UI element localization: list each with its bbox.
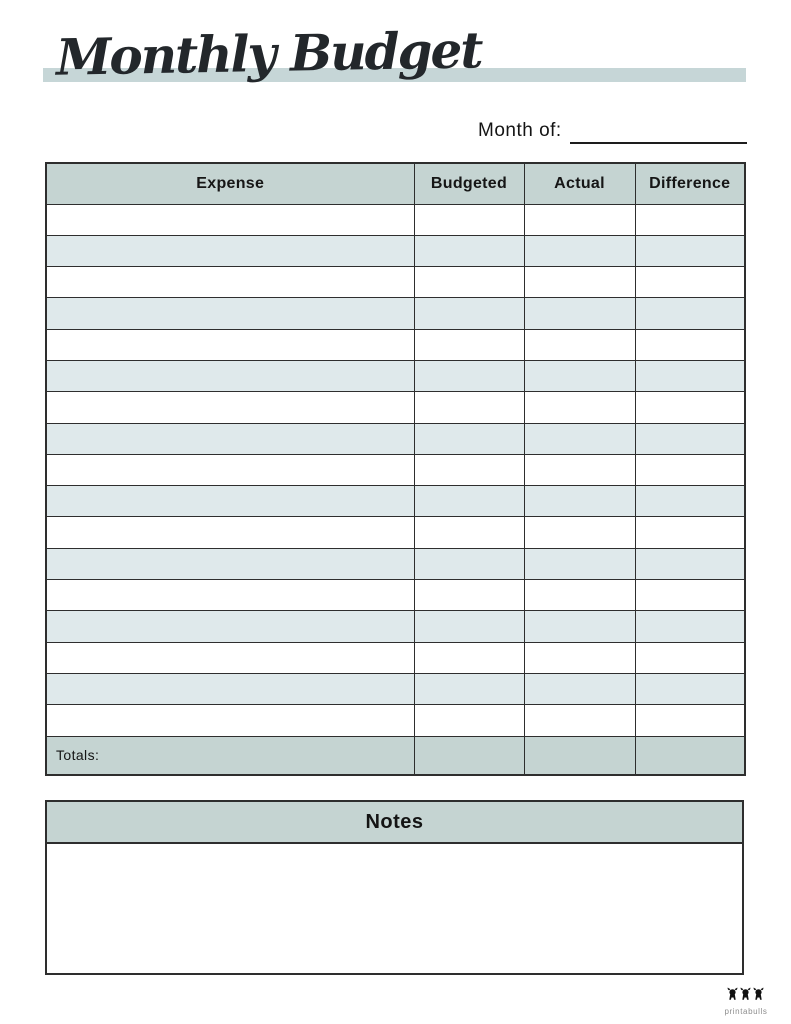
page-title: Monthly Budget <box>55 20 482 87</box>
cell-expense <box>46 580 414 611</box>
cell-budgeted <box>414 204 524 235</box>
table-row <box>46 298 745 329</box>
cell-difference <box>635 673 745 704</box>
table-row <box>46 392 745 423</box>
cell-difference <box>635 548 745 579</box>
cell-difference <box>635 705 745 736</box>
cell-actual <box>524 329 635 360</box>
cell-budgeted <box>414 298 524 329</box>
cell-actual <box>524 423 635 454</box>
cell-budgeted <box>414 580 524 611</box>
cell-actual <box>524 673 635 704</box>
table-row <box>46 267 745 298</box>
table-row <box>46 454 745 485</box>
column-header-expense: Expense <box>46 163 414 204</box>
cell-difference <box>635 454 745 485</box>
cell-actual <box>524 298 635 329</box>
cell-expense <box>46 454 414 485</box>
cell-budgeted <box>414 642 524 673</box>
cell-actual <box>524 548 635 579</box>
totals-difference-cell <box>635 736 745 775</box>
cell-expense <box>46 204 414 235</box>
cell-expense <box>46 423 414 454</box>
cell-actual <box>524 235 635 266</box>
table-row <box>46 235 745 266</box>
cell-difference <box>635 517 745 548</box>
cell-actual <box>524 486 635 517</box>
table-row <box>46 329 745 360</box>
totals-budgeted-cell <box>414 736 524 775</box>
budget-table <box>45 162 746 776</box>
table-row <box>46 705 745 736</box>
cell-difference <box>635 423 745 454</box>
table-row <box>46 642 745 673</box>
cell-budgeted <box>414 611 524 642</box>
notes-blank-area <box>47 844 742 973</box>
cell-difference <box>635 235 745 266</box>
cell-difference <box>635 204 745 235</box>
totals-row <box>46 736 745 775</box>
column-header-budgeted: Budgeted <box>414 163 524 204</box>
cell-budgeted <box>414 392 524 423</box>
month-of-label: Month of: <box>478 120 562 141</box>
table-header-row <box>46 163 745 204</box>
totals-label-cell: Totals: <box>46 736 414 775</box>
table-row <box>46 517 745 548</box>
cell-actual <box>524 642 635 673</box>
cell-budgeted <box>414 329 524 360</box>
cell-expense <box>46 611 414 642</box>
cell-difference <box>635 267 745 298</box>
cell-budgeted <box>414 267 524 298</box>
cell-budgeted <box>414 235 524 266</box>
cell-budgeted <box>414 423 524 454</box>
month-of-field <box>478 118 747 144</box>
cell-expense <box>46 705 414 736</box>
table-row <box>46 673 745 704</box>
notes-section <box>45 800 744 975</box>
cell-budgeted <box>414 360 524 391</box>
column-header-difference: Difference <box>635 163 745 204</box>
table-row <box>46 360 745 391</box>
cell-budgeted <box>414 486 524 517</box>
cell-actual <box>524 705 635 736</box>
column-header-actual: Actual <box>524 163 635 204</box>
cell-expense <box>46 392 414 423</box>
cell-actual <box>524 454 635 485</box>
cell-difference <box>635 298 745 329</box>
table-row <box>46 204 745 235</box>
cell-expense <box>46 486 414 517</box>
table-row <box>46 580 745 611</box>
table-row <box>46 423 745 454</box>
cell-actual <box>524 580 635 611</box>
cell-expense <box>46 548 414 579</box>
cell-actual <box>524 611 635 642</box>
cell-difference <box>635 360 745 391</box>
cell-expense <box>46 298 414 329</box>
cell-difference <box>635 642 745 673</box>
bulls-icon <box>726 987 766 1001</box>
notes-header: Notes <box>47 802 742 844</box>
cell-expense <box>46 329 414 360</box>
printabulls-logo <box>706 987 786 1018</box>
cell-budgeted <box>414 705 524 736</box>
cell-budgeted <box>414 517 524 548</box>
cell-actual <box>524 204 635 235</box>
table-row <box>46 548 745 579</box>
cell-actual <box>524 360 635 391</box>
cell-expense <box>46 360 414 391</box>
cell-expense <box>46 235 414 266</box>
cell-expense <box>46 642 414 673</box>
cell-expense <box>46 267 414 298</box>
cell-expense <box>46 673 414 704</box>
cell-expense <box>46 517 414 548</box>
budget-table-body <box>46 204 745 736</box>
month-of-blank-line <box>570 118 747 144</box>
totals-actual-cell <box>524 736 635 775</box>
table-row <box>46 611 745 642</box>
cell-actual <box>524 392 635 423</box>
cell-actual <box>524 517 635 548</box>
cell-budgeted <box>414 673 524 704</box>
cell-difference <box>635 392 745 423</box>
cell-difference <box>635 580 745 611</box>
brand-name: printabulls <box>724 1007 768 1016</box>
table-row <box>46 486 745 517</box>
cell-budgeted <box>414 454 524 485</box>
cell-budgeted <box>414 548 524 579</box>
cell-actual <box>524 267 635 298</box>
cell-difference <box>635 329 745 360</box>
cell-difference <box>635 611 745 642</box>
cell-difference <box>635 486 745 517</box>
